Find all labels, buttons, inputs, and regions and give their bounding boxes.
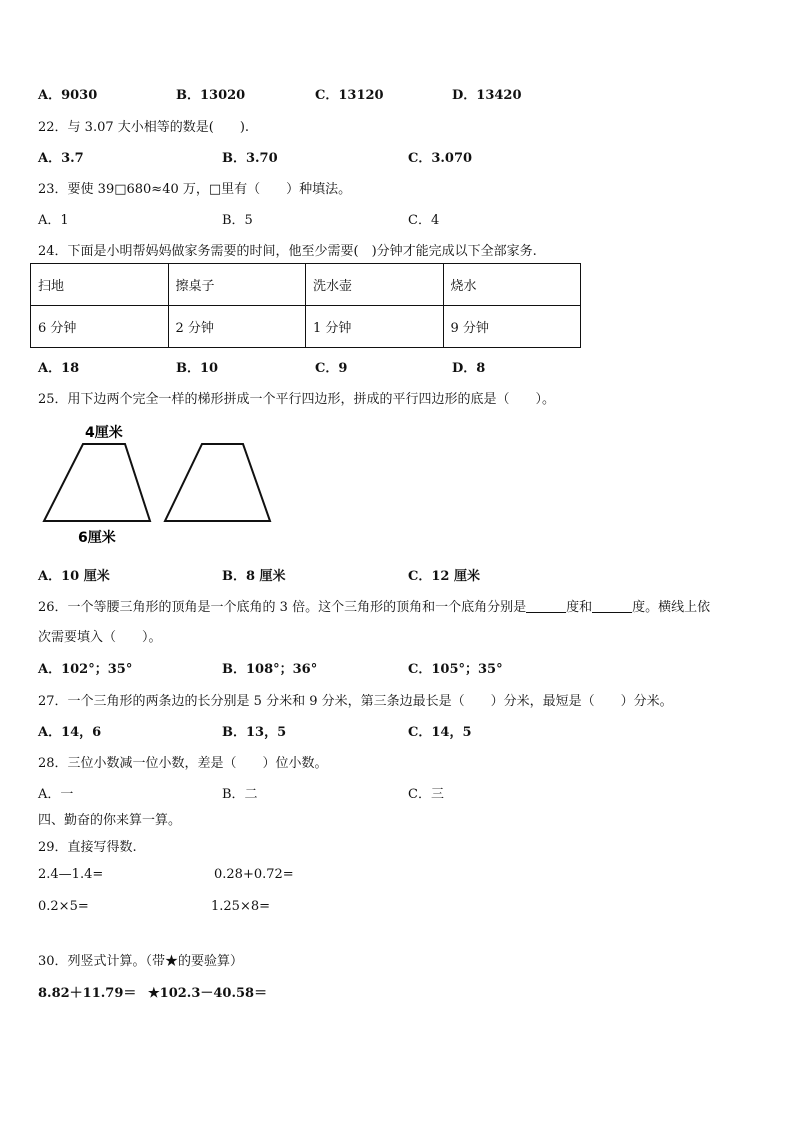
q29-item-1: 2.4—1.4= <box>38 867 104 882</box>
answer-blank <box>526 600 566 613</box>
q23-stem: 23．要使 39□680≈40 万，□里有（ ）种填法。 <box>38 182 352 197</box>
q26-stem-continued: 次需要填入（ ）。 <box>38 630 162 645</box>
q27-option-c: C．14，5 <box>408 725 472 740</box>
q24-option-d: D．8 <box>452 361 486 376</box>
q26-stem <box>38 596 710 615</box>
q28-option-b: B．二 <box>222 787 258 802</box>
q24-option-b: B．10 <box>176 361 219 376</box>
q25-stem: 25．用下边两个完全一样的梯形拼成一个平行四边形，拼成的平行四边形的底是（ ）。 <box>38 392 556 407</box>
q29-item-3: 0.2×5= <box>38 899 89 914</box>
table-cell-value: 2 分钟 <box>168 306 306 348</box>
q22-option-a: A．3.7 <box>38 151 84 166</box>
q25-option-b: B．8 厘米 <box>222 569 286 584</box>
q21-option-a: A．9030 <box>38 88 98 103</box>
q29-item-4: 1.25×8= <box>211 899 271 914</box>
q23-option-c: C．4 <box>408 213 440 228</box>
table-cell-header: 烧水 <box>443 264 581 306</box>
q27-option-a: A．14，6 <box>38 725 102 740</box>
q26-option-b: B．108°；36° <box>222 662 318 677</box>
q22-stem: 22．与 3.07 大小相等的数是( ). <box>38 120 250 135</box>
q28-option-a: A．一 <box>38 787 74 802</box>
top-length-label: 4厘米 <box>85 425 123 441</box>
q26-unit-1: 度和 <box>566 600 593 615</box>
q21-option-c: C．13120 <box>315 88 384 103</box>
q24-option-c: C．9 <box>315 361 348 376</box>
table-cell-value: 9 分钟 <box>443 306 581 348</box>
section-title: 四、勤奋的你来算一算。 <box>38 813 182 828</box>
q27-stem: 27．一个三角形的两条边的长分别是 5 分米和 9 分米，第三条边最长是（ ）分米，最短是（ ）分米。 <box>38 694 673 709</box>
bottom-length-label: 6厘米 <box>78 530 116 546</box>
q26-unit-2: 度。横线上依 <box>632 600 711 615</box>
trapezoid-figure <box>38 418 278 550</box>
trapezoid-right <box>165 444 270 521</box>
q22-option-b: B．3.70 <box>222 151 278 166</box>
q27-option-b: B．13，5 <box>222 725 287 740</box>
q30-stem: 30．列竖式计算。（带★的要验算） <box>38 954 244 969</box>
q30-item-1: 8.82＋11.79＝ <box>38 986 137 1001</box>
q23-option-b: B．5 <box>222 213 253 228</box>
q22-option-c: C．3.070 <box>408 151 473 166</box>
q21-option-b: B．13020 <box>176 88 246 103</box>
trapezoid-left <box>44 444 150 521</box>
q25-option-c: C．12 厘米 <box>408 569 480 584</box>
table-cell-value: 6 分钟 <box>31 306 169 348</box>
answer-blank <box>592 600 632 613</box>
table-cell-header: 洗水壶 <box>306 264 444 306</box>
q26-option-c: C．105°；35° <box>408 662 503 677</box>
q29-stem: 29．直接写得数. <box>38 840 137 855</box>
q24-option-a: A．18 <box>38 361 80 376</box>
chores-table <box>30 263 581 348</box>
q26-stem-text: 26．一个等腰三角形的顶角是一个底角的 3 倍。这个三角形的顶角和一个底角分别是 <box>38 600 527 615</box>
table-cell-header: 擦桌子 <box>168 264 306 306</box>
q29-item-2: 0.28+0.72= <box>214 867 294 882</box>
q21-option-d: D．13420 <box>452 88 522 103</box>
table-row <box>31 264 581 306</box>
q26-option-a: A．102°；35° <box>38 662 133 677</box>
table-row <box>31 306 581 348</box>
q24-stem: 24．下面是小明帮妈妈做家务需要的时间，他至少需要( )分钟才能完成以下全部家务. <box>38 244 537 259</box>
q28-stem: 28．三位小数减一位小数，差是（ ）位小数。 <box>38 756 328 771</box>
q23-option-a: A．1 <box>38 213 69 228</box>
table-cell-value: 1 分钟 <box>306 306 444 348</box>
q25-option-a: A．10 厘米 <box>38 569 110 584</box>
q30-item-2: ★102.3－40.58＝ <box>148 986 268 1001</box>
table-cell-header: 扫地 <box>31 264 169 306</box>
q28-option-c: C．三 <box>408 787 444 802</box>
